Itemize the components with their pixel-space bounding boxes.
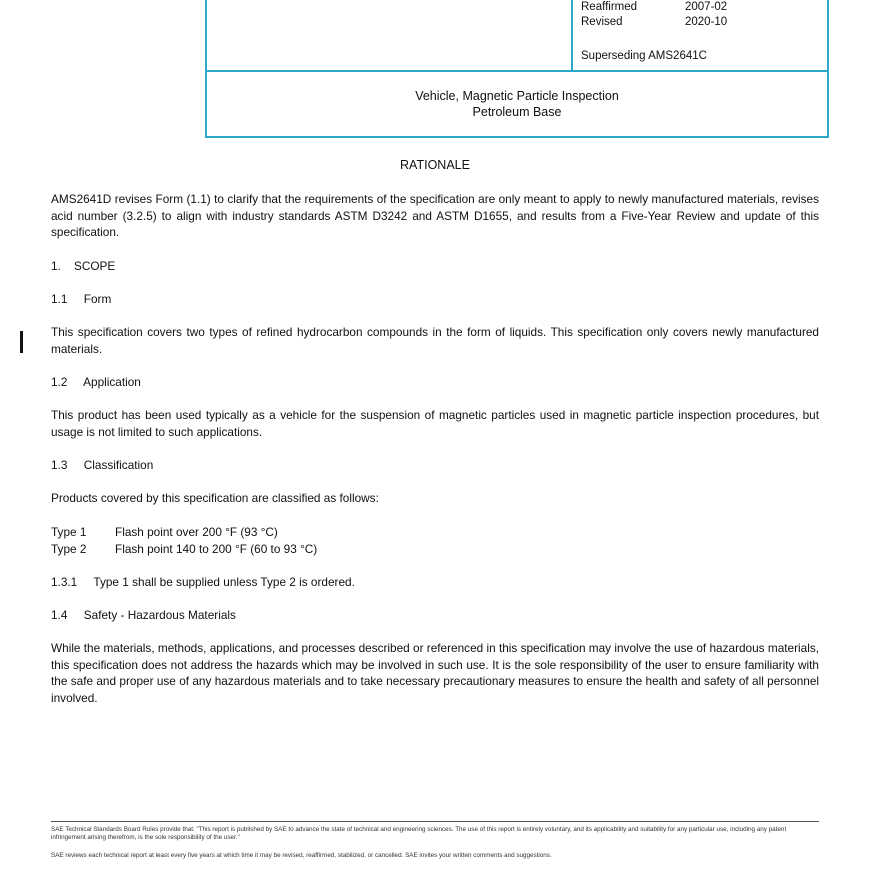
header-divider-vertical: [571, 0, 573, 72]
document-title: [207, 88, 827, 120]
revised-row: [581, 15, 727, 30]
footer-note-2: SAE reviews each technical report at least every five years at which time it may be revised, reaffirmed, stabilized, or cancelled. SAE invites your written comments and suggestions.: [51, 852, 552, 859]
section-1-1-heading: 1.1 Form: [51, 292, 112, 306]
footer-note-1: SAE Technical Standards Board Rules provide that: "This report is published by SAE to advance the state of technical and engineering sciences. The use of this report is entirely voluntary, and its applicability and suitability for any particular use, including any patent infringement arising therefrom, is the sole responsibility of the user.": [51, 826, 787, 841]
section-1-2-text: This product has been used typically as a vehicle for the suspension of magnetic particles used in magnetic particle inspection procedures, but usage is not limited to such applications.: [51, 408, 819, 439]
section-1-3-1-text: 1.3.1 Type 1 shall be supplied unless Type 2 is ordered.: [51, 575, 355, 589]
section-1-1-text: This specification covers two types of refined hydrocarbon compounds in the form of liquids. This specification only covers newly manufactured materials.: [51, 325, 819, 356]
rationale-text: AMS2641D revises Form (1.1) to clarify that the requirements of the specification are only meant to apply to newly manufactured materials, revises acid number (3.2.5) to align with industry standards ASTM D3242 and ASTM D1655, and results from a Five-Year Review and update of this specification.: [51, 192, 819, 239]
type-name: Type 2: [51, 542, 87, 556]
revision-info: [581, 0, 727, 30]
title-line-1: Vehicle, Magnetic Particle Inspection: [415, 89, 619, 103]
reaffirmed-label: Reaffirmed: [581, 1, 638, 13]
footer-rule: [51, 821, 819, 822]
title-line-2: Petroleum Base: [472, 105, 562, 119]
type-name: Type 1: [51, 525, 87, 539]
revised-label: Revised: [581, 16, 623, 28]
section-1-3-heading: 1.3 Classification: [51, 458, 154, 472]
type-list: [51, 524, 317, 558]
section-1-heading: 1. SCOPE: [51, 259, 116, 273]
type-row: [51, 541, 317, 558]
type-description: Flash point 140 to 200 °F (60 to 93 °C): [115, 542, 318, 556]
document-header-box: [205, 0, 829, 138]
section-1-4-text: While the materials, methods, applications, and processes described or referenced in this specification may involve the use of hazardous materials, this specification does not address the hazards which may be involved in such use. It is the sole responsibility of the user to ensure familiarity with the safe and proper use of any hazardous materials and to take necessary precautionary measures to ensure the health and safety of all personnel involved.: [51, 641, 819, 705]
section-1-2-heading: 1.2 Application: [51, 375, 141, 389]
revised-value: 2020-10: [685, 16, 728, 28]
reaffirmed-row: [581, 0, 727, 15]
type-row: [51, 524, 317, 541]
rationale-heading: RATIONALE: [400, 158, 470, 172]
section-1-4-heading: 1.4 Safety - Hazardous Materials: [51, 608, 236, 622]
header-divider-horizontal: [207, 70, 827, 72]
type-description: Flash point over 200 °F (93 °C): [115, 525, 278, 539]
reaffirmed-value: 2007-02: [685, 1, 728, 13]
change-bar: [20, 331, 23, 353]
superseding-note: Superseding AMS2641C: [581, 50, 707, 62]
section-1-3-text: Products covered by this specification are classified as follows:: [51, 491, 379, 505]
